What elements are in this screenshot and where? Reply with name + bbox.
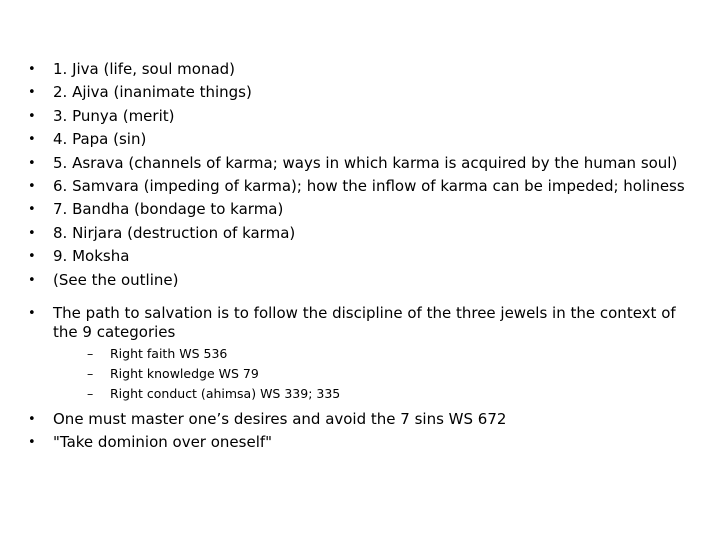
bullet-dot-icon: • xyxy=(28,249,36,265)
category-item xyxy=(28,81,698,104)
category-text: 8. Nirjara (destruction of karma) xyxy=(53,223,296,242)
category-item xyxy=(28,58,698,81)
jewel-item xyxy=(53,384,698,404)
dash-icon: – xyxy=(87,346,94,362)
category-item xyxy=(28,245,698,268)
bullet-dot-icon: • xyxy=(28,132,36,148)
dash-icon: – xyxy=(87,366,94,382)
bullet-list xyxy=(28,58,698,455)
category-text: 3. Punya (merit) xyxy=(53,106,175,125)
jewels-list xyxy=(53,344,698,404)
bullet-dot-icon: • xyxy=(28,272,36,288)
bullet-dot-icon: • xyxy=(28,155,36,171)
bullet-dot-icon: • xyxy=(28,179,36,195)
dash-icon: – xyxy=(87,386,94,402)
category-item xyxy=(28,198,698,221)
category-item xyxy=(28,128,698,151)
closing-text: "Take dominion over oneself" xyxy=(53,433,273,452)
closing-item xyxy=(28,431,698,454)
bullet-dot-icon: • xyxy=(28,225,36,241)
bullet-dot-icon: • xyxy=(28,62,36,77)
category-item xyxy=(28,175,698,198)
spacer xyxy=(28,292,698,304)
jewel-text: Right faith WS 536 xyxy=(110,346,228,362)
bullet-dot-icon: • xyxy=(28,412,36,428)
category-text: 2. Ajiva (inanimate things) xyxy=(53,83,252,102)
category-item xyxy=(28,269,698,292)
jewel-text: Right conduct (ahimsa) WS 339; 335 xyxy=(110,386,341,402)
bullet-dot-icon: • xyxy=(28,85,36,101)
category-text: 9. Moksha xyxy=(53,247,130,266)
category-item xyxy=(28,222,698,245)
category-item xyxy=(28,152,698,175)
bullet-dot-icon: • xyxy=(28,306,36,322)
bullet-dot-icon: • xyxy=(28,435,36,451)
category-text: 6. Samvara (impeding of karma); how the inflow of karma can be impeded; holiness xyxy=(53,177,685,196)
closing-text: One must master one’s desires and avoid the 7 sins WS 672 xyxy=(53,410,507,429)
path-text: The path to salvation is to follow the discipline of the three jewels in the context of the 9 categories xyxy=(53,304,676,342)
jewel-item xyxy=(53,364,698,384)
category-text: 1. Jiva (life, soul monad) xyxy=(53,60,236,78)
closing-item xyxy=(28,408,698,431)
path-item xyxy=(28,304,698,404)
bullet-dot-icon: • xyxy=(28,108,36,124)
bullet-dot-icon: • xyxy=(28,202,36,218)
jewel-item xyxy=(53,344,698,364)
category-text: (See the outline) xyxy=(53,270,179,289)
jewel-text: Right knowledge WS 79 xyxy=(110,366,259,382)
category-text: 4. Papa (sin) xyxy=(53,130,147,149)
category-item xyxy=(28,105,698,128)
category-text: 5. Asrava (channels of karma; ways in which karma is acquired by the human soul) xyxy=(53,153,678,172)
category-text: 7. Bandha (bondage to karma) xyxy=(53,200,284,219)
